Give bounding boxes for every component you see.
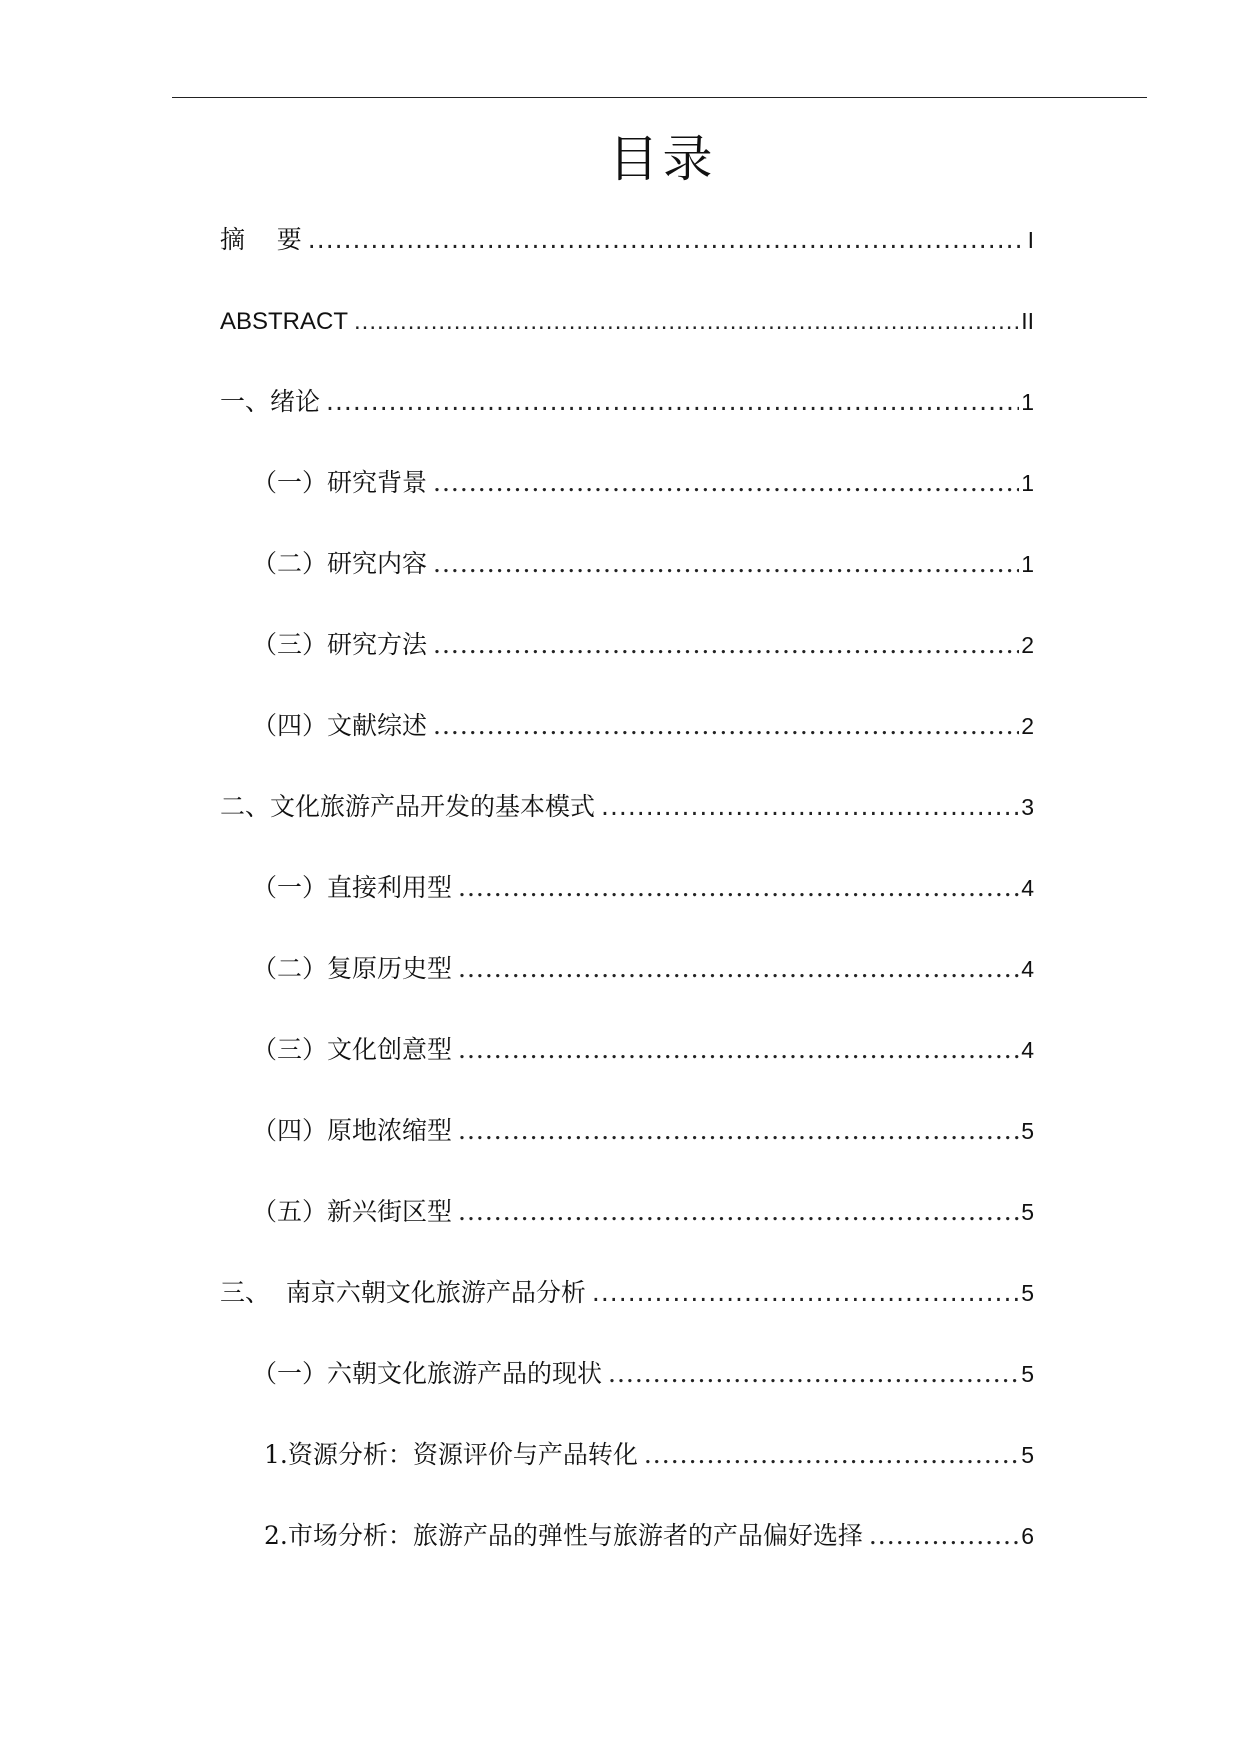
- toc-entry-page: II: [1021, 308, 1034, 334]
- toc-entry-section-1-1[interactable]: [252, 463, 1034, 503]
- toc-entry-chapter-2[interactable]: [220, 787, 1034, 827]
- toc-entry-section-3-1[interactable]: [252, 1354, 1034, 1394]
- toc-dot-leader: [592, 1273, 1019, 1313]
- toc-entry-chapter-1[interactable]: [220, 382, 1034, 422]
- toc-entry-page: 3: [1021, 794, 1034, 820]
- toc-entry-section-1-4[interactable]: [252, 706, 1034, 746]
- toc-entry-label: 摘 要: [220, 225, 302, 254]
- toc-entry-label: （五）新兴街区型: [252, 1197, 453, 1226]
- page-title: 目录: [608, 130, 717, 188]
- toc-dot-leader: [354, 302, 1019, 342]
- toc-entry-page: 4: [1021, 875, 1034, 901]
- toc-entry-label: （一）研究背景: [252, 468, 428, 497]
- toc-dot-leader: [608, 1354, 1019, 1394]
- toc-entry-label: 一、绪论: [220, 387, 321, 416]
- toc-dot-leader: [458, 1192, 1019, 1232]
- toc-dot-leader: [433, 706, 1019, 746]
- toc-dot-leader: [308, 220, 1026, 260]
- toc-dot-leader: [458, 1111, 1019, 1151]
- toc-entry-label: 2.市场分析：旅游产品的弹性与旅游者的产品偏好选择: [264, 1521, 863, 1550]
- toc-entry-abstract-zh[interactable]: [220, 220, 1034, 260]
- toc-entry-section-2-2[interactable]: [252, 949, 1034, 989]
- toc-entry-page: 4: [1021, 956, 1034, 982]
- toc-entry-chapter-3[interactable]: [220, 1273, 1034, 1313]
- toc-entry-label: （一）直接利用型: [252, 873, 453, 902]
- toc-dot-leader: [869, 1516, 1019, 1556]
- toc-entry-page: 5: [1021, 1118, 1034, 1144]
- toc-entry-page: 2: [1021, 713, 1034, 739]
- toc-dot-leader: [433, 625, 1019, 665]
- toc-dot-leader: [458, 949, 1019, 989]
- toc-entry-section-2-3[interactable]: [252, 1030, 1034, 1070]
- toc-entry-section-2-1[interactable]: [252, 868, 1034, 908]
- toc-entry-subsection-3-1-2[interactable]: [264, 1516, 1034, 1556]
- toc-dot-leader: [326, 382, 1019, 422]
- toc-dot-leader: [644, 1435, 1019, 1475]
- toc-entry-label: 三、 南京六朝文化旅游产品分析: [220, 1278, 586, 1307]
- toc-entry-page: 5: [1021, 1199, 1034, 1225]
- toc-entry-label: （三）研究方法: [252, 630, 428, 659]
- toc-dot-leader: [601, 787, 1019, 827]
- toc-entry-abstract-en[interactable]: [220, 301, 1034, 341]
- toc-dot-leader: [433, 544, 1019, 584]
- toc-dot-leader: [458, 868, 1019, 908]
- toc-entry-label: （二）复原历史型: [252, 954, 453, 983]
- toc-entry-page: 5: [1021, 1280, 1034, 1306]
- toc-entry-page: 5: [1021, 1361, 1034, 1387]
- toc-entry-page: 1: [1021, 551, 1034, 577]
- toc-entry-page: 6: [1021, 1523, 1034, 1549]
- toc-entry-page: 1: [1021, 389, 1034, 415]
- toc-entry-page: 5: [1021, 1442, 1034, 1468]
- toc-dot-leader: [433, 463, 1019, 503]
- toc-entry-label: ABSTRACT: [220, 308, 349, 335]
- toc-entry-subsection-3-1-1[interactable]: [264, 1435, 1034, 1475]
- toc-entry-label: （四）原地浓缩型: [252, 1116, 453, 1145]
- toc-entry-page: 4: [1021, 1037, 1034, 1063]
- toc-entry-label: （四）文献综述: [252, 711, 428, 740]
- toc-entry-label: 二、文化旅游产品开发的基本模式: [220, 792, 596, 821]
- toc-entry-section-1-3[interactable]: [252, 625, 1034, 665]
- toc-entry-page: 2: [1021, 632, 1034, 658]
- toc-entry-label: （一）六朝文化旅游产品的现状: [252, 1359, 603, 1388]
- toc-entry-label: 1.资源分析：资源评价与产品转化: [264, 1440, 638, 1469]
- toc-entry-section-1-2[interactable]: [252, 544, 1034, 584]
- toc-entry-label: （三）文化创意型: [252, 1035, 453, 1064]
- toc-entry-label: （二）研究内容: [252, 549, 428, 578]
- toc-entry-section-2-5[interactable]: [252, 1192, 1034, 1232]
- toc-dot-leader: [458, 1030, 1019, 1070]
- toc-entry-page: 1: [1021, 470, 1034, 496]
- toc-entry-page: I: [1027, 227, 1034, 253]
- toc-entry-section-2-4[interactable]: [252, 1111, 1034, 1151]
